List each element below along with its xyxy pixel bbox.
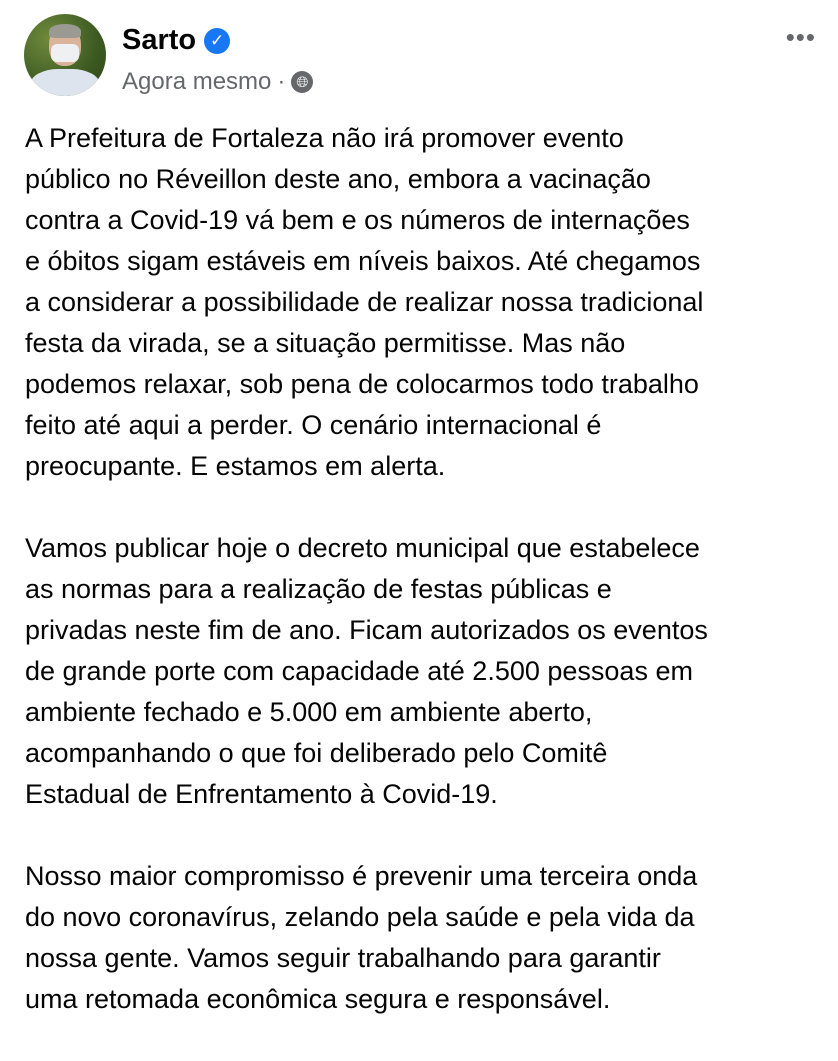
post-line: preocupante. E estamos em alerta. bbox=[25, 451, 446, 481]
post-line: uma retomada econômica segura e responsável. bbox=[25, 984, 611, 1014]
post-line: feito até aqui a perder. O cenário internacional é bbox=[25, 410, 602, 440]
post-line: de grande porte com capacidade até 2.500 pessoas em bbox=[25, 656, 693, 686]
post-line: acompanhando o que foi deliberado pelo Comitê bbox=[25, 738, 608, 768]
post-line: do novo coronavírus, zelando pela saúde e pela vida da bbox=[25, 902, 695, 932]
post-line: A Prefeitura de Fortaleza não irá promover evento bbox=[25, 123, 624, 153]
post-paragraph bbox=[25, 856, 708, 1020]
post-line: a considerar a possibilidade de realizar nossa tradicional bbox=[25, 287, 704, 317]
post-line: privadas neste fim de ano. Ficam autorizados os eventos bbox=[25, 615, 708, 645]
post-line: Nosso maior compromisso é prevenir uma terceira onda bbox=[25, 861, 698, 891]
post-line: Estadual de Enfrentamento à Covid-19. bbox=[25, 779, 498, 809]
post-line: público no Réveillon deste ano, embora a vacinação bbox=[25, 164, 651, 194]
post-line: festa da virada, se a situação permitisse. Mas não bbox=[25, 328, 626, 358]
more-options-button[interactable]: ••• bbox=[785, 22, 816, 52]
author-name-row bbox=[122, 24, 230, 57]
verified-badge-icon: ✓ bbox=[204, 28, 230, 54]
post-line: podemos relaxar, sob pena de colocarmos todo trabalho bbox=[25, 369, 699, 399]
avatar-shirt bbox=[30, 69, 100, 96]
post-paragraph bbox=[25, 118, 708, 487]
author-name[interactable]: Sarto bbox=[122, 24, 197, 56]
author-avatar[interactable] bbox=[24, 14, 106, 96]
avatar-hair bbox=[49, 24, 81, 38]
globe-icon: 🌐︎ bbox=[291, 71, 313, 93]
post-meta bbox=[122, 68, 313, 96]
avatar-mask bbox=[51, 44, 79, 62]
post-line: e óbitos sigam estáveis em níveis baixos. Até chegamos bbox=[25, 246, 701, 276]
post-text bbox=[25, 118, 708, 1061]
timestamp[interactable]: Agora mesmo bbox=[122, 68, 272, 95]
post-line: as normas para a realização de festas públicas e bbox=[25, 574, 612, 604]
post-paragraph bbox=[25, 528, 708, 815]
post-line: ambiente fechado e 5.000 em ambiente aberto, bbox=[25, 697, 593, 727]
post-line: Vamos publicar hoje o decreto municipal que estabelece bbox=[25, 533, 700, 563]
post-line: nossa gente. Vamos seguir trabalhando para garantir bbox=[25, 943, 661, 973]
meta-separator: · bbox=[277, 68, 286, 95]
post-line: contra a Covid-19 vá bem e os números de internações bbox=[25, 205, 690, 235]
